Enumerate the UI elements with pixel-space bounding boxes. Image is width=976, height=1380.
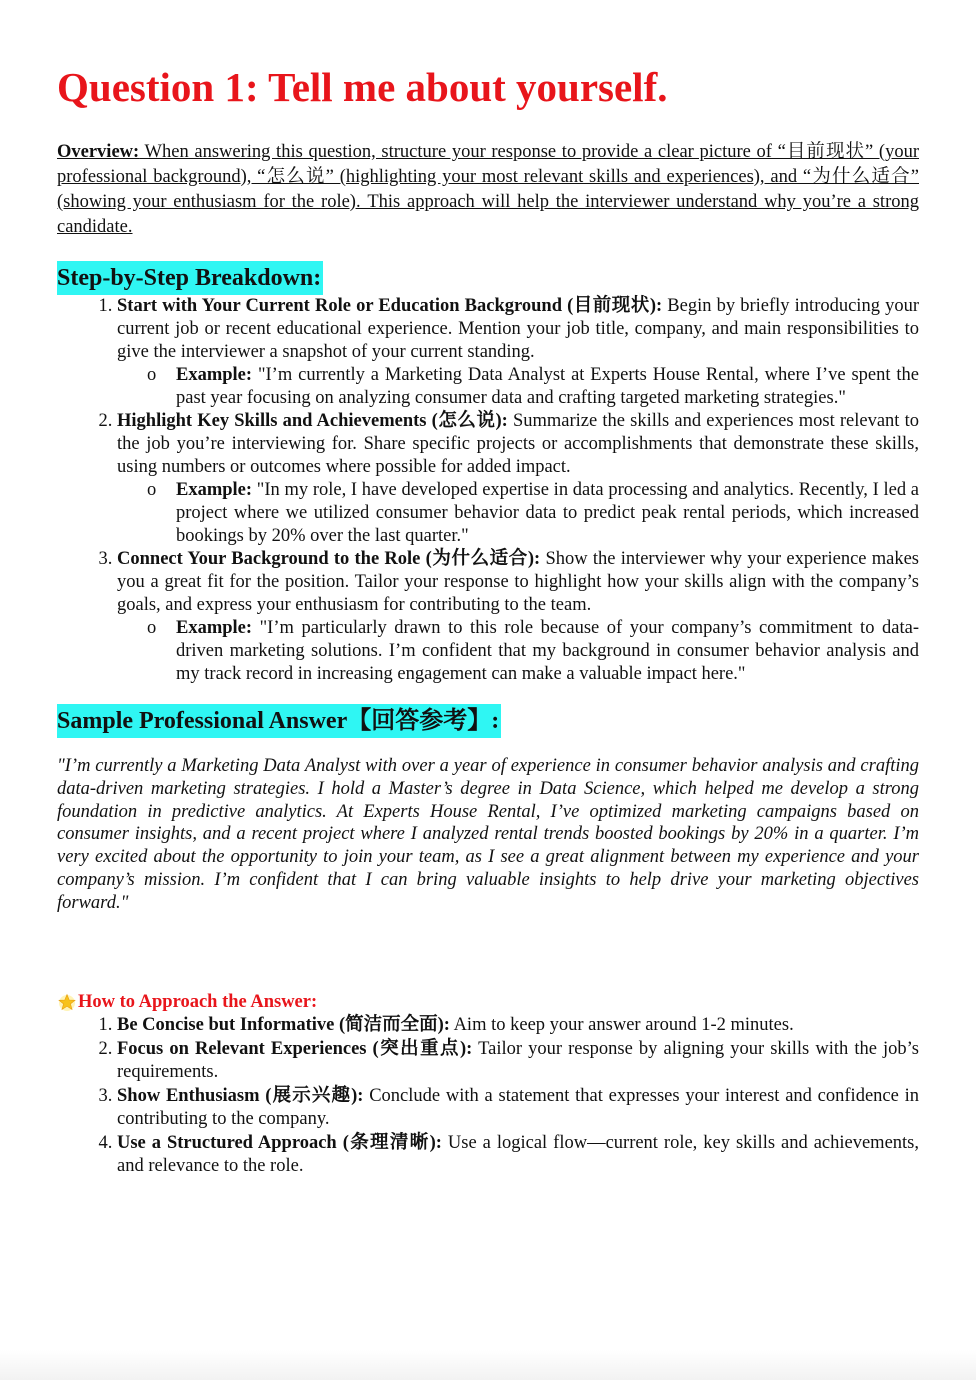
step-text: Show the interviewer why your experience makes you a great fit for the position. Tailor your response to highlight how your skills align with the company’s goals, and express your enthusiasm for contributing to the team. <box>117 549 919 615</box>
step-title: Start with Your Current Role or Education Background (目前现状): <box>117 296 663 316</box>
tip-item <box>117 1038 919 1084</box>
example-text: "I’m particularly drawn to this role because of your company’s commitment to data-driven marketing solutions. I’m confident that my background in consumer behavior analysis and my track record in increasing engagement can make a valuable impact here." <box>176 618 919 684</box>
tip-title: Show Enthusiasm (展示兴趣): <box>117 1085 364 1106</box>
step-item <box>117 410 919 548</box>
example-label: Example: <box>176 618 253 638</box>
approach-heading: How to Approach the Answer: <box>78 991 318 1012</box>
tip-title: Focus on Relevant Experiences (突出重点): <box>117 1038 473 1059</box>
sample-heading: Sample Professional Answer【回答参考】: <box>57 704 501 738</box>
example-item <box>147 364 919 410</box>
step-title: Highlight Key Skills and Achievements (怎么说): <box>117 411 508 431</box>
example-label: Example: <box>176 365 253 385</box>
breakdown-heading: Step-by-Step Breakdown: <box>57 261 323 295</box>
tip-title: Use a Structured Approach (条理清晰): <box>117 1132 442 1153</box>
approach-heading-row <box>57 990 919 1014</box>
breakdown-list <box>57 295 919 686</box>
overview-paragraph <box>57 140 919 240</box>
tip-text: Conclude with a statement that expresses your interest and confidence in contributing to the company. <box>117 1085 919 1129</box>
example-label: Example: <box>176 480 253 500</box>
tip-text: Tailor your response by aligning your skills with the job’s requirements. <box>117 1038 919 1082</box>
tip-text: Aim to keep your answer around 1-2 minutes. <box>449 1014 794 1035</box>
bullet-marker: o <box>147 618 157 638</box>
example-item <box>147 617 919 686</box>
example-text: "I’m currently a Marketing Data Analyst at Experts House Rental, where I’ve spent the past year focusing on analyzing consumer data and crafting targeted marketing strategies." <box>176 365 919 408</box>
step-title: Connect Your Background to the Role (为什么适合): <box>117 549 541 569</box>
overview-label: Overview: <box>57 142 140 162</box>
step-item <box>117 548 919 686</box>
tip-item <box>117 1085 919 1131</box>
step-text: Summarize the skills and experiences most relevant to the job you’re interviewing for. Share specific projects or accomplishments that demonstrate these skills, using numbers or outcomes where possible for added impact. <box>117 411 920 477</box>
page-bottom-shade <box>0 1350 976 1380</box>
tip-text: Use a logical flow—current role, key skills and achievements, and relevance to the role. <box>117 1132 919 1176</box>
bullet-marker: o <box>147 365 157 385</box>
sample-answer: "I’m currently a Marketing Data Analyst with over a year of experience in consumer behavior analysis and crafting data-driven marketing strategies. I hold a Master’s degree in Data Science, which helped me develop a strong foundation in predictive analytics. At Experts House Rental, I’ve optimized marketing campaigns based on consumer insights, and a recent project where I analyzed rental trends boosted bookings by 20% in a quarter. I’m very excited about the opportunity to join your team, as I see a great alignment between my experience and your company’s mission. I’m confident that I can bring valuable insights to help drive your marketing objectives forward." <box>57 756 919 913</box>
document-page <box>57 62 919 1179</box>
example-item <box>147 479 919 548</box>
approach-tips-list <box>57 1014 919 1178</box>
bullet-marker: o <box>147 480 157 500</box>
tip-item <box>117 1014 919 1037</box>
overview-text: When answering this question, structure your response to provide a clear picture of “目前现状” (your professional background), “怎么说” (highlighting your most relevant skills and experiences), and “为什么适合” (showing your enthusiasm for the role). This approach will help the interviewer understand why you’re a strong candidate. <box>57 142 919 237</box>
star-icon <box>57 992 77 1012</box>
step-text: Begin by briefly introducing your current job or recent educational experience. Mention your job title, company, and main responsibilities to give the interviewer a snapshot of your current standing. <box>117 296 919 362</box>
step-item <box>117 295 919 410</box>
example-text: "In my role, I have developed expertise in data processing and analytics. Recently, I led a project where we utilized consumer behavior data to predict peak rental periods, which increased bookings by 20% over the last quarter." <box>176 480 919 546</box>
tip-item <box>117 1132 919 1178</box>
page-title: Question 1: Tell me about yourself. <box>57 64 668 110</box>
tip-title: Be Concise but Informative (简洁而全面): <box>117 1014 450 1035</box>
